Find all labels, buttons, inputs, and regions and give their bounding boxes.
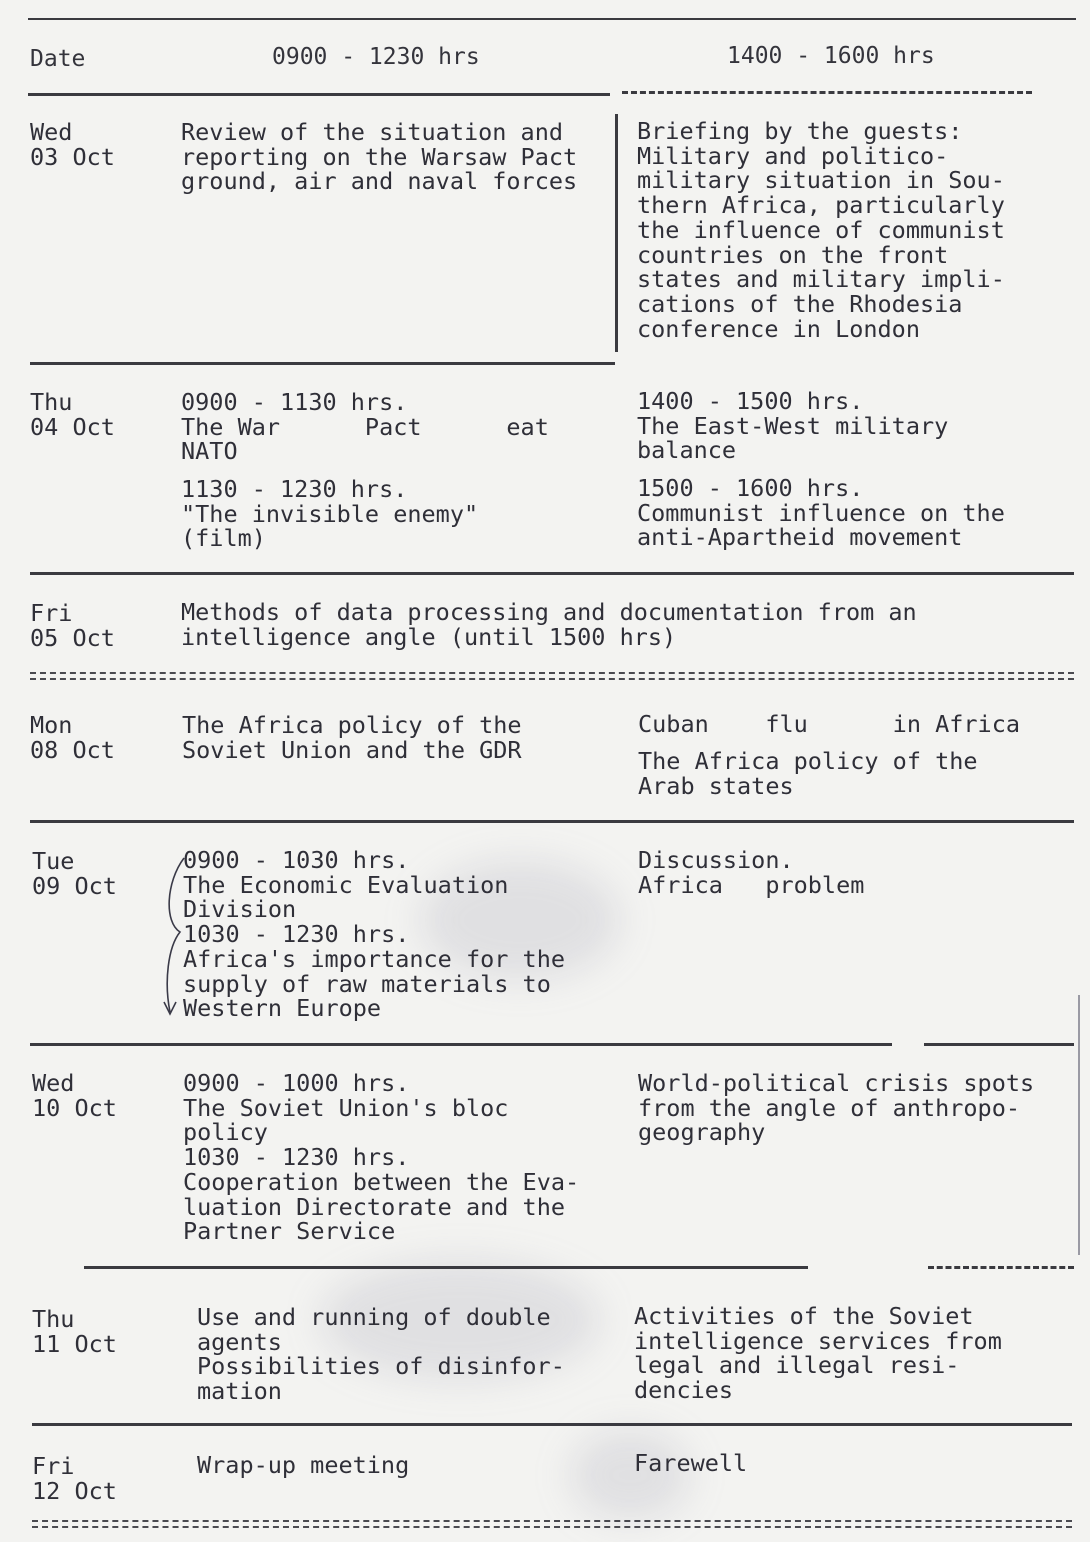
row-rule-dashed [928,1266,1074,1269]
afternoon-session: Discussion. Africa problem [638,846,865,899]
day-label: Mon [30,711,73,739]
double-rule [32,1520,1072,1528]
scan-edge [1078,995,1080,1255]
morning-session: The Africa policy of the Soviet Union and the GDR [182,711,522,764]
morning-session: Use and running of double agents Possibilities of disinfor- mation [197,1303,565,1406]
morning-session: Review of the situation and reporting on the Warsaw Pact ground, air and naval forces [181,118,578,196]
row-rule [30,572,1074,575]
day-label: Thu [32,1305,75,1333]
afternoon-session: 1400 - 1500 hrs. The East-West military balance [637,387,949,465]
date-label: 03 Oct [30,143,115,171]
date-label: 04 Oct [30,413,115,441]
row-rule [32,1423,1072,1426]
morning-column-header: 0900 - 1230 hrs [272,44,480,70]
afternoon-session: Briefing by the guests: Military and politico- military situation in Sou- thern Africa, particularly the influence of communist countries on the front states and military impli- cations of the Rhodesia conference in London [637,117,1005,343]
full-day-session: Methods of data processing and documentation from an intelligence angle (until 1500 hrs) [181,598,917,651]
morning-session: 0900 - 1000 hrs. The Soviet Union's bloc policy 1030 - 1230 hrs. Cooperation between the Eva- luation Directorate and the Partner Service [183,1069,580,1246]
morning-session: 0900 - 1030 hrs. The Economic Evaluation Division 1030 - 1230 hrs. Africa's importance for the supply of raw materials to Western Europe [183,846,566,1023]
afternoon-session: 1500 - 1600 hrs. Communist influence on the anti-Apartheid movement [637,474,1005,552]
row-rule [84,1266,808,1269]
date-label: 05 Oct [30,624,115,652]
day-label: Fri [32,1452,75,1480]
column-divider [615,114,618,352]
top-rule [28,18,1076,20]
date-label: 09 Oct [32,872,117,900]
date-label: 08 Oct [30,736,115,764]
header-rule [28,93,610,96]
row-rule [30,820,1074,823]
morning-session: Wrap-up meeting [197,1451,410,1479]
afternoon-session: Farewell [634,1449,748,1477]
afternoon-column-header: 1400 - 1600 hrs [727,43,935,69]
date-column-header: Date [30,46,86,72]
afternoon-session: World-political crisis spots from the angle of anthropo- geography [638,1069,1035,1147]
row-rule [30,362,615,365]
day-label: Tue [32,847,75,875]
day-label: Wed [30,118,73,146]
date-label: 12 Oct [32,1477,117,1505]
day-label: Wed [32,1069,75,1097]
double-rule [30,672,1074,680]
date-label: 10 Oct [32,1094,117,1122]
morning-session: 1130 - 1230 hrs. "The invisible enemy" (film) [181,475,479,553]
row-rule [30,1043,892,1046]
day-label: Thu [30,388,73,416]
morning-session: 0900 - 1130 hrs. The War Pact eat NATO [181,388,549,466]
day-label: Fri [30,599,73,627]
date-label: 11 Oct [32,1330,117,1358]
afternoon-session: Cuban flu in Africa [638,710,1021,738]
row-rule [924,1043,1074,1046]
afternoon-session: The Africa policy of the Arab states [638,747,978,800]
afternoon-session: Activities of the Soviet intelligence services from legal and illegal resi- dencies [634,1302,1002,1405]
header-rule-dashed [622,91,1032,94]
